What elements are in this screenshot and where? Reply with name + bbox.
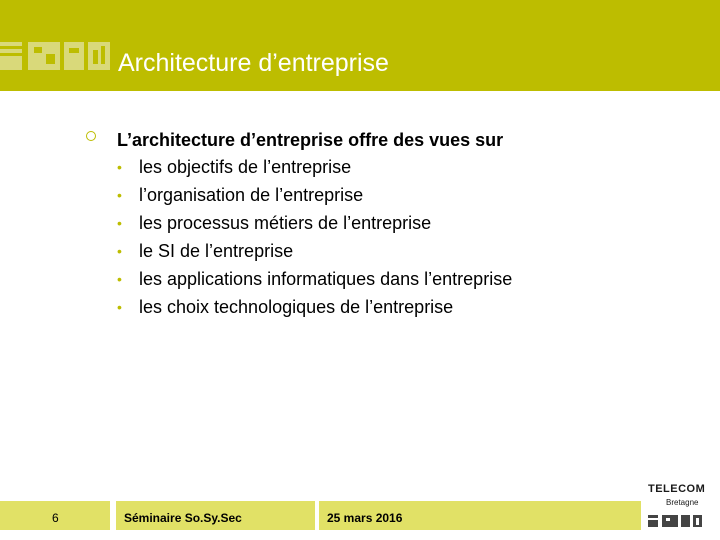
- dot-bullet-icon: •: [117, 187, 122, 203]
- logo-wordmark: [646, 478, 704, 508]
- list-item: [86, 184, 686, 206]
- header-bar: [0, 0, 720, 91]
- list-item: [86, 268, 686, 290]
- logo-emblem-icon: [646, 512, 704, 530]
- list-item-text: l’organisation de l’entreprise: [139, 185, 364, 205]
- dot-bullet-icon: •: [117, 271, 122, 287]
- logo-line2: Bretagne: [666, 498, 699, 507]
- lead-bullet: [86, 129, 686, 151]
- list-item-text: les objectifs de l’entreprise: [139, 157, 352, 177]
- slide-content: [86, 129, 686, 324]
- list-item: [86, 212, 686, 234]
- list-item-text: les processus métiers de l’entreprise: [139, 213, 432, 233]
- circle-bullet-icon: [86, 131, 96, 141]
- telecom-bretagne-logo: [646, 478, 704, 530]
- page-number: 6: [52, 511, 59, 525]
- sub-bullet-list: [86, 156, 686, 318]
- list-item-text: les applications informatiques dans l’entreprise: [139, 269, 513, 289]
- list-item-text: les choix technologiques de l’entreprise: [139, 297, 454, 317]
- slide-title: Architecture d’entreprise: [118, 49, 389, 77]
- presentation-date: 25 mars 2016: [327, 511, 403, 525]
- seminar-name: Séminaire So.Sy.Sec: [124, 511, 242, 525]
- institution-logo-icon: [0, 38, 112, 74]
- lead-text: L’architecture d’entreprise offre des vues sur: [117, 130, 504, 150]
- dot-bullet-icon: •: [117, 215, 122, 231]
- list-item: [86, 240, 686, 262]
- dot-bullet-icon: •: [117, 159, 122, 175]
- logo-line1: TELECOM: [648, 483, 706, 495]
- dot-bullet-icon: •: [117, 299, 122, 315]
- list-item: [86, 156, 686, 178]
- list-item-text: le SI de l’entreprise: [139, 241, 294, 261]
- dot-bullet-icon: •: [117, 243, 122, 259]
- list-item: [86, 296, 686, 318]
